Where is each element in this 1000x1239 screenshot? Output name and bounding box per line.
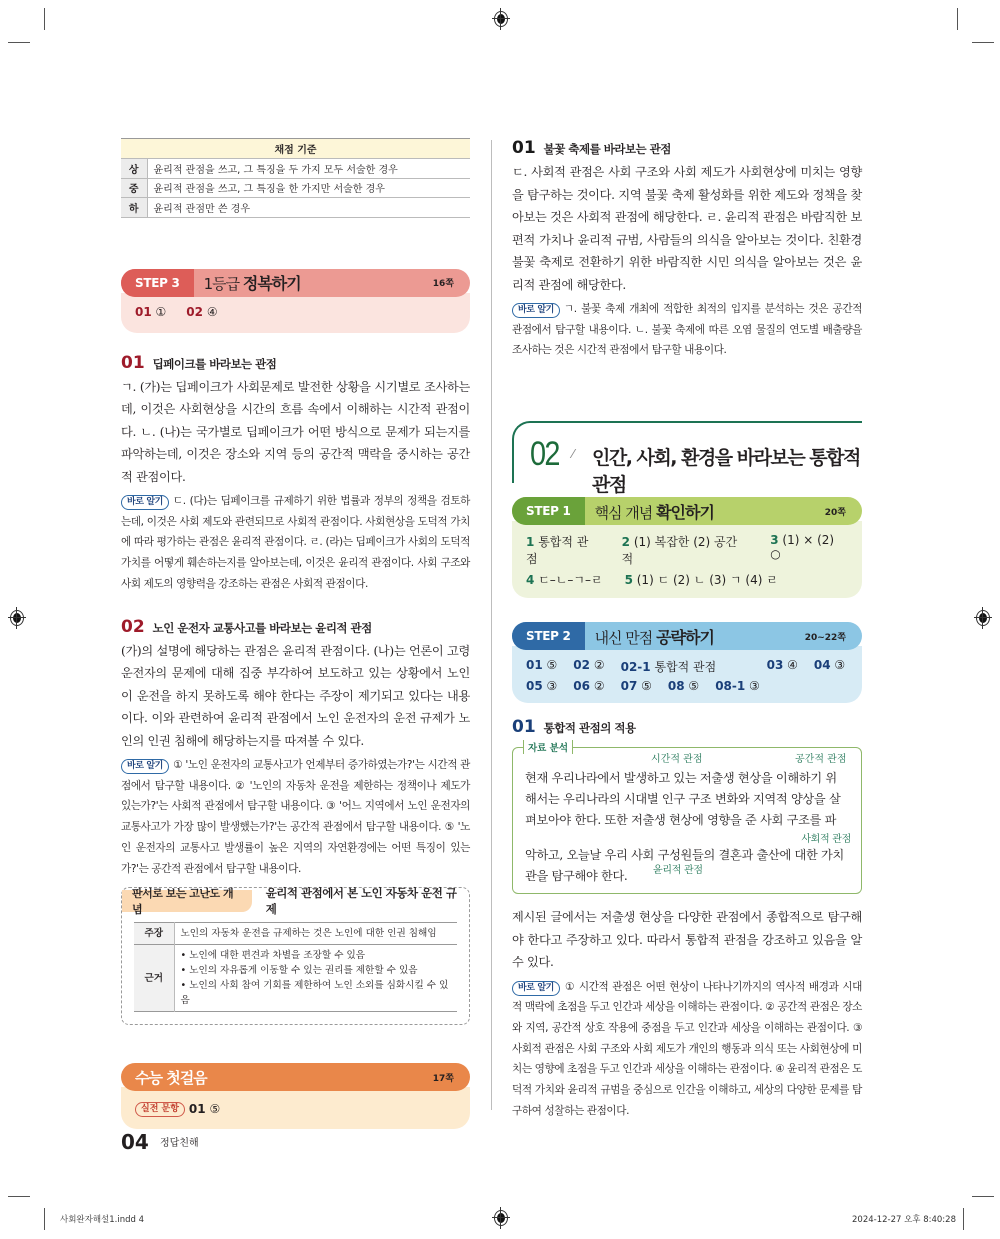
step-tag: STEP 3 — [121, 269, 194, 297]
step3-banner — [121, 269, 470, 333]
question-number: 01 — [512, 138, 536, 158]
chapter-number: 02 — [530, 435, 559, 474]
question-02-explanation — [121, 617, 470, 880]
answer-item: 03 ④ — [766, 658, 798, 673]
quick-check-label: 바로 알기 — [121, 495, 169, 510]
answer-item: 5 (1) ㄷ (2) ㄴ (3) ㄱ (4) ㄹ — [624, 573, 778, 588]
crop-mark — [963, 1208, 964, 1230]
step-title: 핵심 개념 확인하기 — [594, 502, 714, 522]
column-divider — [491, 140, 492, 1110]
answer-item: 1 통합적 관점 — [526, 535, 589, 567]
analysis-text: 현재 우리나라에서 발생하고 있는 저출생 현상을 이해하기 위 해서는 우리나라의 시대별 인구 구조 변화와 지역적 양상을 살 펴보아야 한다. 또한 저출생 현상에 영향을 준 사회 구조를 파 사회적 관점 악하고, 오늘날 우리 사회 구성원들의 결혼과 출산에 대한 가치 관을 탐구해야 한다. 윤리적 관점 — [525, 771, 851, 884]
answer-item: 04 ③ — [813, 658, 846, 673]
level-cell: 상 — [121, 159, 147, 179]
question-01-fireworks — [512, 138, 862, 361]
question-title: 노인 운전자 교통사고를 바라보는 윤리적 관점 — [152, 620, 372, 635]
answer-item: 01 ① — [135, 304, 167, 319]
table-row: 주장 노인의 자동차 운전을 규제하는 것은 노인에 대한 인권 침해임 — [134, 923, 457, 945]
advanced-concept-box — [121, 887, 470, 1025]
table-row: 근거 • 노인에 대한 편견과 차별을 조장할 수 있음 • 노인의 자유롭게 이동할 수 있는 권리를 제한할 수 있음 • 노인의 사회 참여 기회를 제한하여 노인 소외를 심화시킬 수 있음 — [134, 945, 457, 1012]
level-cell: 하 — [121, 198, 147, 218]
question-01-explanation — [121, 353, 470, 595]
concept-title: 윤리적 관점에서 본 노인 자동차 운전 규제 — [265, 886, 457, 917]
crop-mark — [8, 42, 30, 43]
step-tag: STEP 2 — [512, 622, 585, 650]
criteria-cell: 윤리적 관점을 쓰고, 그 특징을 두 가지 모두 서술한 경우 — [147, 159, 470, 179]
question-number: 01 — [121, 352, 145, 373]
annotation-social: 사회적 관점 — [801, 834, 851, 846]
quick-check-note: 바로 알기 ㄷ. (다)는 딥페이크를 규제하기 위한 법률과 정부의 정책을 검토하는데, 이것은 사회 제도와 관련되므로 사회적 관점이다. 사회현상을 도덕적 가치에 따라 평가하는 관점은 윤리적 관점이다. ㄹ. (라)는 딥페이크가 사회의 도덕적 가치를 어떻게 훼손하는지를 알아보는데, 이것은 윤리적 관점이다. 사회 구조와 사회 제도의 영향력을 강조하는 관점은 사회적 관점이다. — [121, 495, 470, 590]
answer-item: 02 ② — [573, 658, 605, 673]
quick-check-label: 바로 알기 — [512, 303, 560, 318]
answer-item: 08 ⑤ — [667, 679, 700, 694]
table-row — [121, 159, 470, 179]
answer-item: 08-1 ③ — [715, 679, 760, 694]
answer-item: 07 ⑤ — [620, 679, 652, 694]
slash-icon: ⁄ — [572, 447, 575, 462]
answer-item: 01 ⑤ — [526, 658, 558, 673]
step-tag: STEP 1 — [512, 497, 585, 525]
practice-question-label: 실전 문항 — [135, 1102, 185, 1117]
crop-mark — [972, 42, 994, 43]
quick-check-note: 바로 알기 ㄱ. 불꽃 축제 개최에 적합한 최적의 입지를 분석하는 것은 공간적 관점에서 탐구할 내용이다. ㄴ. 불꽃 축제에 따른 오염 물질의 연도별 배출량을 조사하는 것은 시간적 관점에서 탐구할 내용이다. — [512, 303, 862, 357]
step2-answers — [512, 646, 862, 703]
registration-mark-icon — [974, 607, 992, 629]
chapter-header — [512, 421, 862, 497]
explanation-text: ㄱ. (가)는 딥페이크가 사회문제로 발전한 상황을 시기별로 조사하는데, 이것은 사회현상을 시간의 흐름 속에서 이해하는 시간적 관점이다. ㄴ. (나)는 국가별로 딥페이크가 어떤 방식으로 문제가 되는지를 파악하는데, 이것은 장소와 지역 등의 공간적 맥락을 중시하는 공간적 관점이다. — [121, 379, 470, 484]
annotation-ethics: 윤리적 관점 — [653, 865, 703, 877]
explanation-text: (가)의 설명에 해당하는 관점은 윤리적 관점이다. (나)는 언론이 고령 운전자의 문제에 대해 집중 부각하여 보도하고 있는 상황에서 노인이 운전을 하지 못하도록 해야 한다는 주장이 제기되고 있다는 내용이다. 이와 관련하여 윤리적 관점에서 노인 운전자의 운전 규제가 노인의 인권 침해에 해당하는지를 따져볼 수 있다. — [121, 643, 470, 748]
right-column — [512, 138, 862, 1122]
step-page-ref: 20쪽 — [824, 507, 846, 518]
step-title: 수능 첫걸음 — [135, 1068, 207, 1087]
crop-mark — [44, 1208, 45, 1230]
answer-item: 3 (1) × (2) ○ — [770, 533, 835, 562]
crop-mark — [972, 1196, 994, 1197]
quick-check-note: 바로 알기 ① '노인 운전자의 교통사고가 언제부터 증가하였는가?'는 시간적 관점에서 탐구할 내용이다. ② '노인의 자동차 운전을 제한하는 정책이나 제도가 있는가?'는 사회적 관점에서 탐구할 내용이다. ③ '어느 지역에서 노인 운전자의 교통사고가 가장 많이 발생했는가?'는 공간적 관점에서 탐구할 내용이다. ⑤ '노인 운전자의 교통사고 발생률이 높은 지역의 자연환경에는 어떤 특징이 있는가?'는 공간적 관점에서 탐구할 내용이다. — [121, 759, 470, 875]
concept-tag: 판서로 보는 고난도 개념 — [122, 890, 252, 912]
question-number: 01 — [512, 717, 536, 738]
criteria-cell: 윤리적 관점을 쓰고, 그 특징을 한 가지만 서술한 경우 — [147, 178, 470, 198]
step-title: 내신 만점 공략하기 — [594, 627, 714, 647]
step1-answers — [512, 521, 862, 598]
scoring-table-header: 채점 기준 — [121, 139, 470, 159]
step3-bar — [121, 269, 470, 297]
answer-item: 2 (1) 복잡한 (2) 공간적 — [621, 535, 738, 567]
answer-item: 06 ② — [573, 679, 605, 694]
question-title: 딥페이크를 바라보는 관점 — [152, 356, 277, 371]
step1-banner — [512, 497, 862, 598]
answer-item: 02-1 통합적 관점 — [620, 660, 717, 675]
question-title: 통합적 관점의 적용 — [543, 721, 636, 736]
registration-mark-icon — [8, 607, 26, 629]
step-page-ref: 16쪽 — [432, 279, 454, 289]
analysis-tag: 자료 분석 — [523, 740, 573, 754]
annotation-time: 시간적 관점 — [651, 754, 703, 766]
question-number: 02 — [121, 616, 145, 637]
suneung-banner: 수능 첫걸음 17쪽 실전 문항 01 ⑤ — [121, 1063, 470, 1129]
registration-mark-icon — [492, 8, 510, 30]
page-number: 04 — [121, 1130, 149, 1154]
crop-mark — [8, 1196, 30, 1197]
quick-check-label: 바로 알기 — [121, 759, 169, 774]
step-page-ref: 20~22쪽 — [804, 632, 846, 643]
table-row — [121, 178, 470, 198]
crop-mark — [957, 8, 958, 30]
registration-mark-icon — [492, 1207, 510, 1229]
criteria-cell: 윤리적 관점만 쓴 경우 — [147, 198, 470, 218]
scoring-table — [121, 138, 470, 218]
step-title: 1등급 정복하기 — [203, 274, 301, 293]
chapter-title: 인간, 사회, 환경을 바라보는 통합적 관점 — [592, 447, 860, 497]
left-column — [121, 138, 470, 1129]
answer-item: 02 ④ — [186, 304, 218, 319]
level-cell: 중 — [121, 178, 147, 198]
table-row — [121, 198, 470, 218]
annotation-space: 공간적 관점 — [795, 754, 847, 766]
question-01-integrated — [512, 717, 862, 1121]
data-analysis-box — [512, 743, 862, 894]
slug-timestamp: 2024-12-27 오후 8:40:28 — [852, 1215, 956, 1225]
quick-check-label: 바로 알기 — [512, 981, 560, 996]
step-page-ref: 17쪽 — [432, 1073, 454, 1084]
answer-item: 05 ③ — [526, 679, 558, 694]
question-title: 불꽃 축제를 바라보는 관점 — [543, 142, 671, 156]
explanation-text: ㄷ. 사회적 관점은 사회 구조와 사회 제도가 사회현상에 미치는 영향을 탐구하는 것이다. 지역 불꽃 축제 활성화를 위한 제도와 정책을 찾아보는 것은 사회적 관점에 해당한다. ㄹ. 윤리적 관점은 바람직한 보편적 가치나 윤리적 규범, 사람들의 의식을 알아보는 것이다. 친환경 불꽃 축제로 전환하기 위한 바람직한 시민 의식을 알아보는 것은 윤리적 관점에 해당한다. — [512, 165, 862, 292]
page-label: 정답친해 — [160, 1138, 199, 1149]
slug-filename: 사회완자해설1.indd 4 — [60, 1215, 145, 1225]
answer-item: 4 ㄷ–ㄴ–ㄱ–ㄹ — [526, 573, 603, 588]
step3-answers — [121, 293, 470, 333]
quick-check-note: 바로 알기 ① 시간적 관점은 어떤 현상이 나타나기까지의 역사적 배경과 시대적 맥락에 초점을 두고 인간과 세상을 이해하는 관점이다. ② 공간적 관점은 장소와 지역, 공간적 상호 작용에 중점을 두고 인간과 세상을 이해하는 관점이다. ③ 사회적 관점은 사회 구조와 사회 제도가 개인의 행동과 의식 또는 사회현상에 미치는 영향에 초점을 두고 인간과 세상을 이해하는 관점이다. ④ 윤리적 관점은 도덕적 가치와 윤리적 규범을 중심으로 인간을 이해하고, 세상의 다양한 문제를 탐구하여 성찰하는 관점이다. — [512, 980, 862, 1117]
explanation-text: 제시된 글에서는 저출생 현상을 다양한 관점에서 종합적으로 탐구해야 한다고 주장하고 있다. 따라서 통합적 관점을 강조하고 있음을 알 수 있다. — [512, 910, 862, 970]
concept-table — [134, 922, 457, 1012]
step2-banner — [512, 622, 862, 703]
crop-mark — [44, 8, 45, 30]
